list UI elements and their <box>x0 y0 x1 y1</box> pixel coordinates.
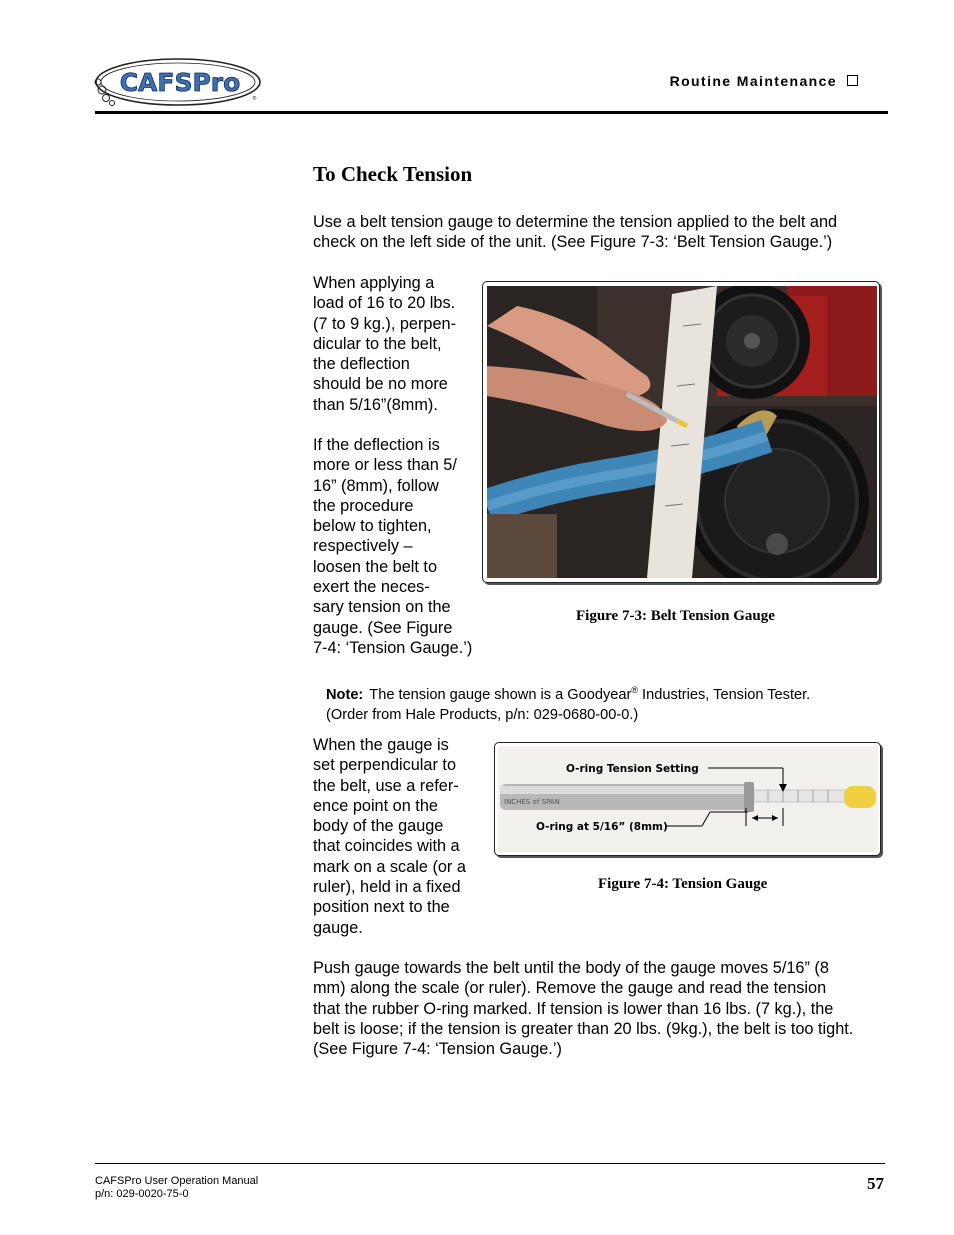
text-line: mm) along the scale (or ruler). Remove the gauge and read the tension <box>313 979 827 998</box>
text-line: ruler), held in a fixed <box>313 878 461 897</box>
text-line: body of the gauge <box>313 817 444 836</box>
intro-paragraph <box>313 212 837 253</box>
figure-tension-gauge <box>494 742 881 856</box>
text-line: than 5/16”(8mm). <box>313 395 438 414</box>
text-line: Use a belt tension gauge to determine the tension applied to the belt and <box>313 213 838 231</box>
footer-rule <box>95 1163 885 1164</box>
section-title <box>670 73 858 89</box>
text-line: dicular to the belt, <box>313 334 442 353</box>
load-paragraph <box>313 273 456 415</box>
registered-mark: ® <box>631 685 638 695</box>
text-line: set perpendicular to <box>313 756 457 775</box>
deflection-paragraph <box>313 435 472 658</box>
checkbox-bullet-icon <box>847 75 858 86</box>
text-line: more or less than 5/ <box>313 456 457 475</box>
page-number: 57 <box>867 1174 884 1193</box>
tension-gauge-photo <box>498 746 878 852</box>
note-line <box>326 680 810 705</box>
text-line: that the rubber O-ring marked. If tension is lower than 16 lbs. (7 kg.), the <box>313 999 834 1018</box>
text-line: load of 16 to 20 lbs. <box>313 294 456 313</box>
text-line: that coincides with a <box>313 837 460 856</box>
cafspro-logo <box>92 56 264 108</box>
figure-caption: Figure 7-3: Belt Tension Gauge <box>576 608 775 624</box>
manual-title: CAFSPro User Operation Manual <box>95 1175 259 1187</box>
svg-text:O-ring at 5/16” (8mm): O-ring at 5/16” (8mm) <box>536 821 668 833</box>
text-line: gauge. (See Figure <box>313 618 453 637</box>
text-line: loosen the belt to <box>313 557 438 576</box>
belt-tension-photo <box>487 286 877 578</box>
text-line: the deflection <box>313 355 410 374</box>
section-title-text: Routine Maintenance <box>669 73 837 89</box>
note-label: Note: <box>326 686 364 703</box>
svg-text:®: ® <box>252 96 257 102</box>
text-line: gauge. <box>313 918 363 937</box>
text-line: 16” (8mm), follow <box>313 476 439 495</box>
text-line: belt is loose; if the tension is greater than 20 lbs. (9kg.), the belt is too tight. <box>313 1019 854 1038</box>
text-line: below to tighten, <box>313 517 432 536</box>
text-line: the procedure <box>313 496 414 515</box>
footer <box>95 1175 258 1201</box>
text-line: mark on a scale (or a <box>313 857 466 876</box>
text-line: the belt, use a refer- <box>313 776 459 795</box>
figure-belt-tension-gauge <box>482 281 880 583</box>
header-rule <box>95 111 888 114</box>
text-line: ence point on the <box>313 796 438 815</box>
figure-caption: Figure 7-4: Tension Gauge <box>598 876 768 892</box>
note-line: (Order from Hale Products, p/n: 029-0680-00-0.) <box>326 706 639 723</box>
gauge-paragraph <box>313 735 466 938</box>
text-line: When applying a <box>313 274 435 292</box>
text-line: (See Figure 7-4: ‘Tension Gauge.’) <box>313 1040 562 1059</box>
part-number: p/n: 029-0020-75-0 <box>95 1188 189 1200</box>
svg-text:O-ring Tension Setting: O-ring Tension Setting <box>566 763 699 775</box>
text-line: 7-4: ‘Tension Gauge.’) <box>313 638 473 657</box>
page-heading: To Check Tension <box>313 162 473 186</box>
text-line: Push gauge towards the belt until the body of the gauge moves 5/16” (8 <box>313 959 829 977</box>
text-line: sary tension on the <box>313 598 451 617</box>
text-line: If the deflection is <box>313 436 440 454</box>
note-text: Industries, Tension Tester. <box>637 686 811 703</box>
text-line: should be no more <box>313 375 448 394</box>
text-line: position next to the <box>313 898 450 917</box>
svg-text:INCHES of SPAN: INCHES of SPAN <box>504 798 560 806</box>
text-line: check on the left side of the unit. (See Figure 7-3: ‘Belt Tension Gauge.’) <box>313 233 833 252</box>
text-line: exert the neces- <box>313 578 430 597</box>
text-line: When the gauge is <box>313 736 449 754</box>
text-line: respectively – <box>313 537 413 556</box>
note-text: The tension gauge shown is a Goodyear <box>369 686 632 703</box>
push-paragraph <box>313 958 853 1059</box>
svg-text:CAFSPro: CAFSPro <box>119 68 241 97</box>
note-block <box>326 680 810 725</box>
text-line: (7 to 9 kg.), perpen- <box>313 314 456 333</box>
